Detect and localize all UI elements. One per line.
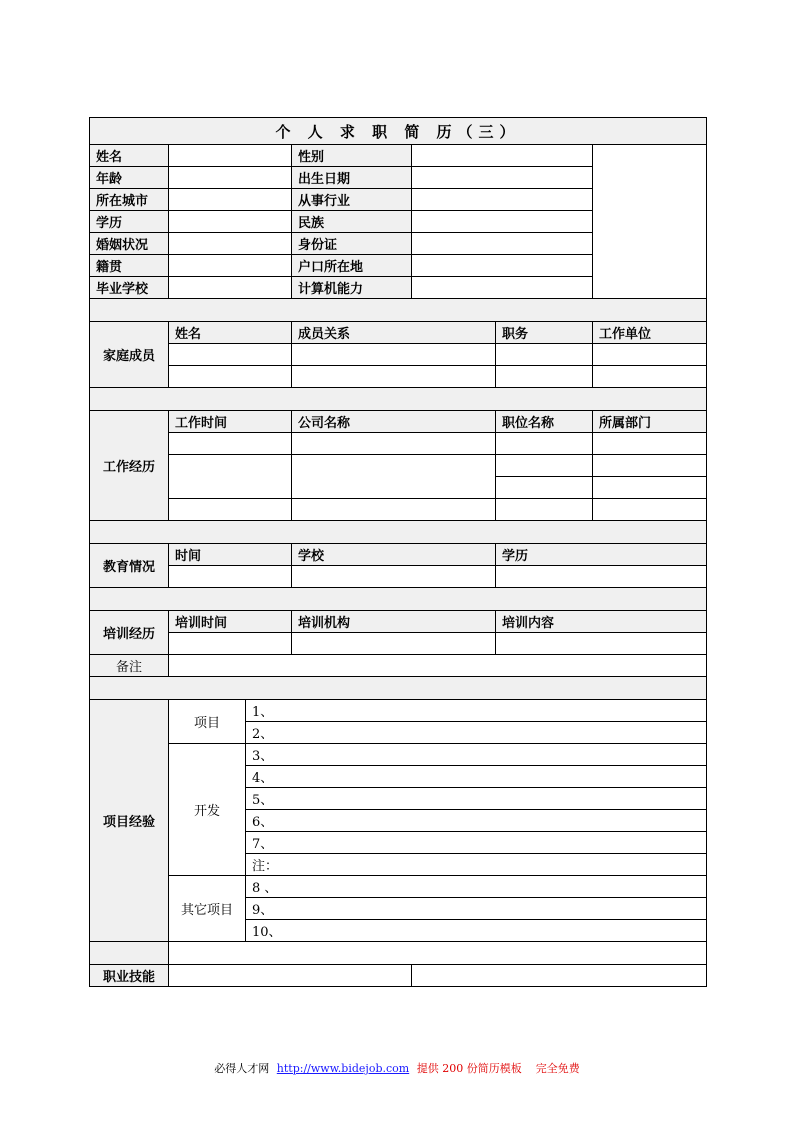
project-note[interactable]: 注： (246, 854, 707, 876)
education-header-degree: 学历 (496, 544, 707, 566)
project-line[interactable]: 3、 (246, 744, 707, 766)
marital-field[interactable] (169, 233, 292, 255)
degree-label: 学历 (90, 211, 169, 233)
project-line[interactable]: 1、 (246, 700, 707, 722)
work-row (90, 433, 707, 455)
education-row (90, 566, 707, 588)
name-label: 姓名 (90, 145, 169, 167)
school-label: 毕业学校 (90, 277, 169, 299)
footer (0, 1060, 794, 1076)
work-cell[interactable] (292, 455, 496, 499)
degree-field[interactable] (169, 211, 292, 233)
footer-offer: 提供 200 份简历模板 (416, 1062, 522, 1075)
work-cell[interactable] (593, 433, 707, 455)
family-cell[interactable] (292, 344, 496, 366)
family-cell[interactable] (496, 366, 593, 388)
work-header-title: 职位名称 (496, 411, 593, 433)
family-header-name: 姓名 (169, 322, 292, 344)
id-card-label: 身份证 (292, 233, 412, 255)
age-label: 年龄 (90, 167, 169, 189)
computer-skill-label: 计算机能力 (292, 277, 412, 299)
age-field[interactable] (169, 167, 292, 189)
family-header-employer: 工作单位 (593, 322, 707, 344)
family-label: 家庭成员 (90, 322, 169, 388)
work-cell[interactable] (292, 433, 496, 455)
work-cell[interactable] (593, 477, 707, 499)
birthdate-field[interactable] (412, 167, 593, 189)
skills-label: 职业技能 (90, 965, 169, 987)
project-line[interactable]: 2、 (246, 722, 707, 744)
project-group-other: 其它项目 (169, 876, 246, 942)
work-cell[interactable] (593, 455, 707, 477)
work-cell[interactable] (169, 433, 292, 455)
remarks-field[interactable] (169, 655, 707, 677)
training-cell[interactable] (496, 633, 707, 655)
family-header-relation: 成员关系 (292, 322, 496, 344)
work-header-department: 所属部门 (593, 411, 707, 433)
ethnicity-field[interactable] (412, 211, 593, 233)
spacer-row (90, 388, 707, 411)
spacer-cell (90, 942, 169, 965)
family-row (90, 366, 707, 388)
project-line[interactable]: 6、 (246, 810, 707, 832)
spacer-row (90, 299, 707, 322)
id-card-field[interactable] (412, 233, 593, 255)
resume-form (89, 117, 707, 987)
footer-site: 必得人才网 (214, 1062, 270, 1075)
work-cell[interactable] (292, 499, 496, 521)
spacer-row (90, 521, 707, 544)
project-line[interactable]: 7、 (246, 832, 707, 854)
training-cell[interactable] (169, 633, 292, 655)
training-label: 培训经历 (90, 611, 169, 655)
work-row (90, 499, 707, 521)
family-cell[interactable] (292, 366, 496, 388)
native-place-field[interactable] (169, 255, 292, 277)
spacer-row (90, 677, 707, 700)
city-field[interactable] (169, 189, 292, 211)
education-cell[interactable] (496, 566, 707, 588)
training-header-content: 培训内容 (496, 611, 707, 633)
school-field[interactable] (169, 277, 292, 299)
ethnicity-label: 民族 (292, 211, 412, 233)
work-label: 工作经历 (90, 411, 169, 521)
work-cell[interactable] (169, 499, 292, 521)
education-header-school: 学校 (292, 544, 496, 566)
industry-field[interactable] (412, 189, 593, 211)
project-line[interactable]: 8 、 (246, 876, 707, 898)
spacer-row (90, 588, 707, 611)
skills-field[interactable] (169, 965, 412, 987)
city-label: 所在城市 (90, 189, 169, 211)
hukou-field[interactable] (412, 255, 593, 277)
birthdate-label: 出生日期 (292, 167, 412, 189)
project-group-project: 项目 (169, 700, 246, 744)
work-cell[interactable] (496, 477, 593, 499)
resume-title: 个 人 求 职 简 历（三） (90, 118, 707, 145)
photo-box[interactable] (593, 145, 707, 299)
training-header-time: 培训时间 (169, 611, 292, 633)
work-header-time: 工作时间 (169, 411, 292, 433)
name-field[interactable] (169, 145, 292, 167)
education-header-time: 时间 (169, 544, 292, 566)
training-row (90, 633, 707, 655)
native-place-label: 籍贯 (90, 255, 169, 277)
work-cell[interactable] (496, 433, 593, 455)
work-cell[interactable] (496, 499, 593, 521)
work-header-company: 公司名称 (292, 411, 496, 433)
spacer-cell (169, 942, 707, 965)
family-cell[interactable] (169, 344, 292, 366)
footer-free: 完全免费 (535, 1062, 580, 1075)
computer-skill-field[interactable] (412, 277, 593, 299)
work-cell[interactable] (593, 499, 707, 521)
hukou-label: 户口所在地 (292, 255, 412, 277)
project-line[interactable]: 9、 (246, 898, 707, 920)
education-label: 教育情况 (90, 544, 169, 588)
project-line[interactable]: 4、 (246, 766, 707, 788)
training-header-institution: 培训机构 (292, 611, 496, 633)
family-cell[interactable] (593, 366, 707, 388)
family-header-position: 职务 (496, 322, 593, 344)
project-line[interactable]: 10、 (246, 920, 707, 942)
remarks-label: 备注 (90, 655, 169, 677)
work-cell[interactable] (169, 455, 292, 499)
education-cell[interactable] (169, 566, 292, 588)
industry-label: 从事行业 (292, 189, 412, 211)
project-group-development: 开发 (169, 744, 246, 876)
project-line[interactable]: 5、 (246, 788, 707, 810)
work-cell[interactable] (496, 455, 593, 477)
training-cell[interactable] (292, 633, 496, 655)
education-cell[interactable] (292, 566, 496, 588)
family-cell[interactable] (593, 344, 707, 366)
footer-link[interactable]: http://www.bidejob.com (276, 1062, 410, 1075)
marital-label: 婚姻状况 (90, 233, 169, 255)
family-row (90, 344, 707, 366)
projects-label: 项目经验 (90, 700, 169, 942)
gender-field[interactable] (412, 145, 593, 167)
family-cell[interactable] (169, 366, 292, 388)
gender-label: 性别 (292, 145, 412, 167)
family-cell[interactable] (496, 344, 593, 366)
skills-field[interactable] (412, 965, 707, 987)
work-row (90, 455, 707, 477)
